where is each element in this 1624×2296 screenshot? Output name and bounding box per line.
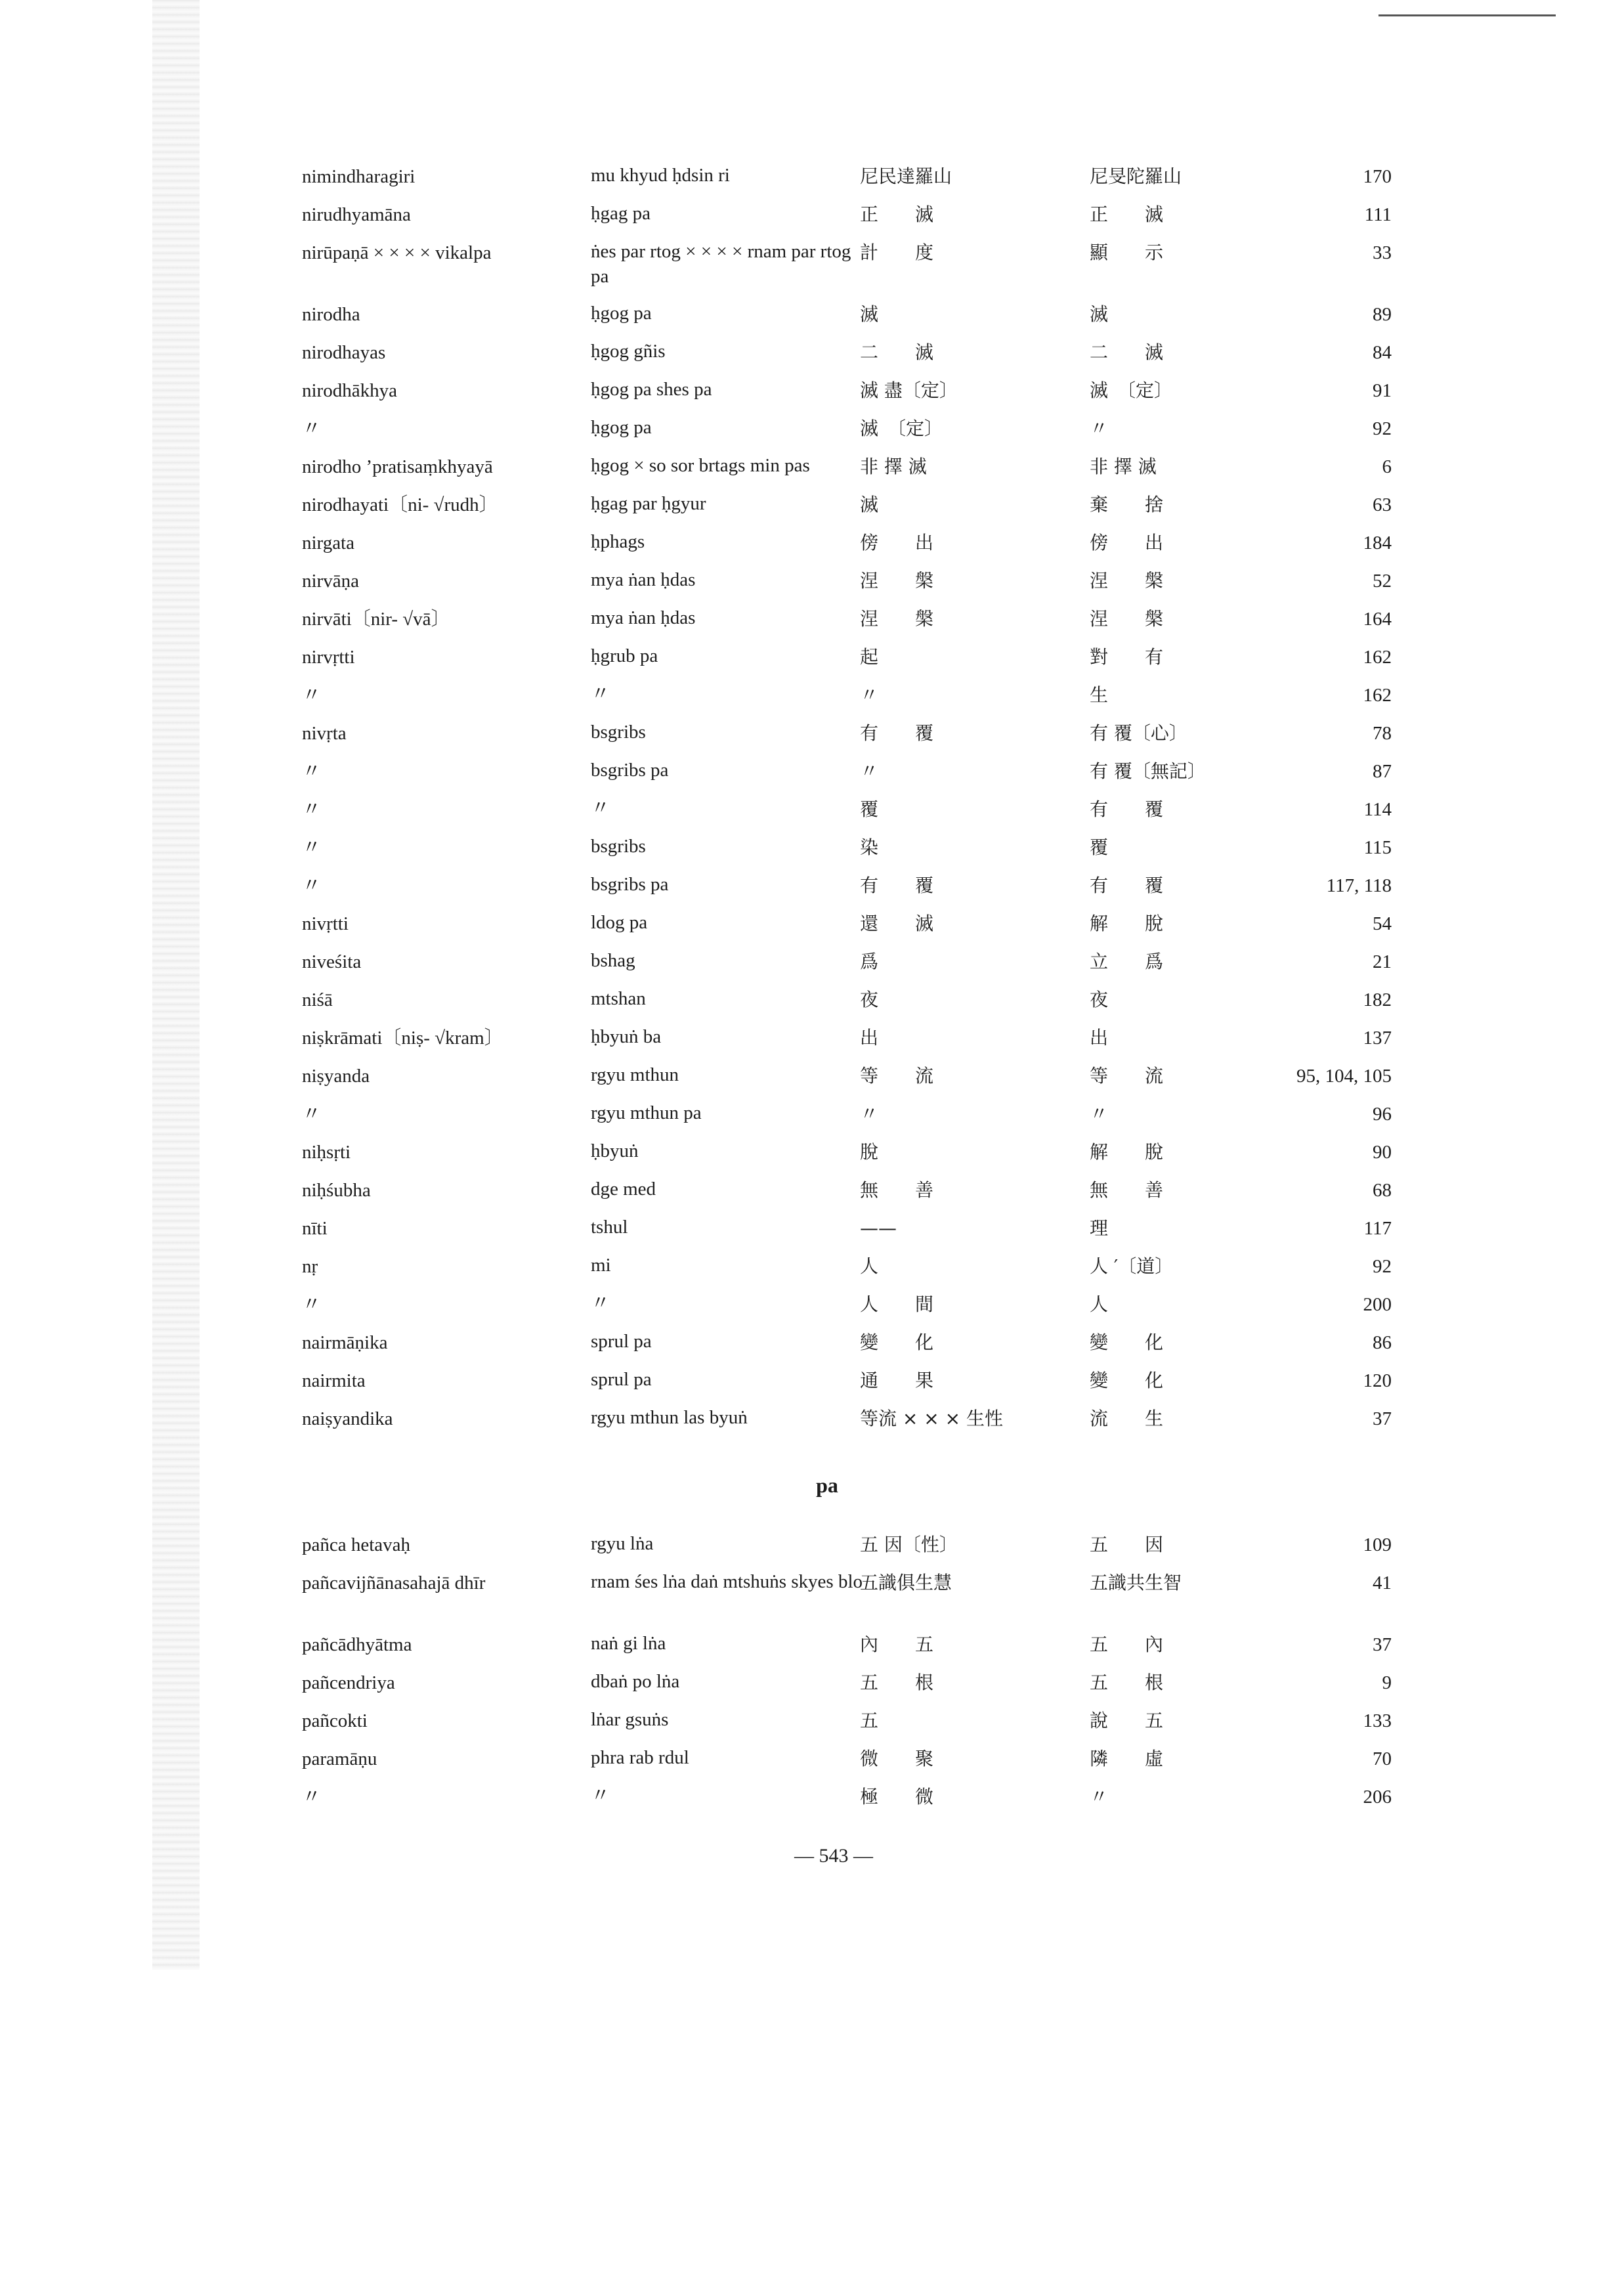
chinese-term-1: 滅 盡〔定〕 <box>860 379 958 401</box>
glossary-entry <box>0 1405 1624 1443</box>
glossary-entry <box>0 910 1624 948</box>
page-reference: 92 <box>1373 1256 1392 1277</box>
glossary-entry <box>0 163 1624 201</box>
chinese-term-2: 人 <box>1090 1293 1109 1315</box>
chinese-term-2: 有 覆〔心〕 <box>1090 722 1187 744</box>
page-reference: 86 <box>1373 1332 1392 1353</box>
chinese-term-1: 人 間 <box>860 1293 934 1315</box>
chinese-term-2: 尼旻陀羅山 <box>1090 165 1182 187</box>
chinese-term-1: 無 善 <box>860 1179 934 1201</box>
chinese-term-1: 極 微 <box>860 1786 934 1808</box>
chinese-term-1: 覆 <box>860 798 879 820</box>
chinese-term-1: 脫 <box>860 1141 879 1163</box>
tibetan-term: mya ṅan ḥdas <box>591 569 696 590</box>
chinese-term-1: 二 滅 <box>860 341 934 363</box>
tibetan-term: mtshan <box>591 988 646 1009</box>
sanskrit-term: 〃 <box>302 761 322 782</box>
glossary-entry <box>0 986 1624 1024</box>
page-reference: 170 <box>1363 166 1392 187</box>
sanskrit-term: pañca hetavaḥ <box>302 1534 411 1555</box>
chinese-term-1: 〃 <box>860 760 879 782</box>
chinese-term-2: 隣 虛 <box>1090 1748 1164 1769</box>
sanskrit-term: pañcādhyātma <box>302 1634 412 1655</box>
page-reference: 37 <box>1373 1634 1392 1655</box>
tibetan-term: 〃 <box>591 683 610 704</box>
tibetan-term: rgyu mthun pa <box>591 1102 702 1123</box>
chinese-term-1: 涅 槃 <box>860 570 934 592</box>
page-reference: 164 <box>1363 609 1392 630</box>
chinese-term-2: 正 滅 <box>1090 204 1164 225</box>
sanskrit-term: 〃 <box>302 837 322 858</box>
page-reference: 9 <box>1382 1672 1392 1693</box>
tibetan-term: ḥbyuṅ ba <box>591 1026 662 1047</box>
sanskrit-term: pañcokti <box>302 1710 368 1731</box>
glossary-entry <box>0 1215 1624 1253</box>
chinese-term-2: 等 流 <box>1090 1065 1164 1087</box>
sanskrit-term: nairmāṇika <box>302 1332 388 1353</box>
chinese-term-1: 微 聚 <box>860 1748 934 1769</box>
chinese-term-2: 五 因 <box>1090 1534 1164 1555</box>
chinese-term-2: 解 脫 <box>1090 913 1164 934</box>
chinese-term-2: 〃 <box>1090 1103 1109 1125</box>
glossary-entry <box>0 415 1624 453</box>
page-reference: 37 <box>1373 1408 1392 1429</box>
page-reference: 78 <box>1373 723 1392 744</box>
page-reference: 68 <box>1373 1180 1392 1201</box>
glossary-entry <box>0 453 1624 491</box>
page-reference: 87 <box>1373 761 1392 782</box>
glossary-entry <box>0 1669 1624 1707</box>
chinese-term-1: 夜 <box>860 989 879 1010</box>
chinese-term-2: 二 滅 <box>1090 341 1164 363</box>
tibetan-term: ḥgog pa <box>591 303 652 324</box>
tibetan-term: ḥgog pa shes pa <box>591 379 712 400</box>
glossary-entry <box>0 872 1624 910</box>
chinese-term-2: 夜 <box>1090 989 1109 1010</box>
chinese-term-1: 尼民達羅山 <box>860 165 952 187</box>
tibetan-term: ḥgrub pa <box>591 645 658 666</box>
glossary-entry <box>0 643 1624 682</box>
tibetan-term: mya ṅan ḥdas <box>591 607 696 628</box>
page-reference: 6 <box>1382 456 1392 477</box>
page-reference: 41 <box>1373 1572 1392 1593</box>
chinese-term-2: 出 <box>1090 1027 1109 1049</box>
chinese-term-2: 〃 <box>1090 418 1109 439</box>
chinese-term-1: 還 滅 <box>860 913 934 934</box>
sanskrit-term: nairmita <box>302 1370 366 1391</box>
chinese-term-2: 理 <box>1090 1217 1109 1239</box>
page-reference: 89 <box>1373 304 1392 325</box>
tibetan-term: dge med <box>591 1179 656 1200</box>
tibetan-term: bsgribs pa <box>591 760 669 781</box>
chinese-term-2: 對 有 <box>1090 646 1164 668</box>
page-reference: 95, 104, 105 <box>1296 1066 1392 1087</box>
chinese-term-2: 無 善 <box>1090 1179 1164 1201</box>
sanskrit-term: 〃 <box>302 799 322 820</box>
chinese-term-1: 滅 <box>860 303 879 325</box>
sanskrit-term: 〃 <box>302 1787 322 1808</box>
sanskrit-term: nirodha <box>302 304 360 325</box>
tibetan-term: ḥgog gñis <box>591 341 666 362</box>
chinese-term-2: 有 覆 <box>1090 798 1164 820</box>
sanskrit-term: nivṛtti <box>302 913 349 934</box>
tibetan-term: ḥbyuṅ <box>591 1140 639 1161</box>
chinese-term-1: 滅 〔定〕 <box>860 418 943 439</box>
chinese-term-2: 變 化 <box>1090 1370 1164 1391</box>
tibetan-term: 〃 <box>591 1293 610 1314</box>
sanskrit-term: 〃 <box>302 1294 322 1315</box>
page-reference: 133 <box>1363 1710 1392 1731</box>
chinese-term-1: 五 <box>860 1710 879 1731</box>
page-reference: 33 <box>1373 242 1392 263</box>
sanskrit-term: nīti <box>302 1218 328 1239</box>
glossary-entry <box>0 758 1624 796</box>
chinese-term-2: 說 五 <box>1090 1710 1164 1731</box>
page-reference: 117 <box>1363 1218 1392 1239</box>
chinese-term-2: 有 覆 <box>1090 875 1164 896</box>
chinese-term-2: 五 內 <box>1090 1634 1164 1655</box>
page-reference: 162 <box>1363 647 1392 668</box>
chinese-term-1: 〃 <box>860 1103 879 1125</box>
tibetan-term: lṅar gsuṅs <box>591 1709 669 1730</box>
page-reference: 21 <box>1373 951 1392 972</box>
chinese-term-2: 〃 <box>1090 1786 1109 1808</box>
glossary-entry <box>0 1569 1624 1635</box>
page-reference: 96 <box>1373 1104 1392 1125</box>
sanskrit-term: 〃 <box>302 875 322 896</box>
page-reference: 70 <box>1373 1748 1392 1769</box>
sanskrit-term: niṣkrāmati〔niṣ- √kram〕 <box>302 1028 503 1049</box>
glossary-entry <box>0 1100 1624 1138</box>
chinese-term-1: 〃 <box>860 684 879 706</box>
top-rule-line <box>1378 14 1556 16</box>
glossary-entry <box>0 948 1624 986</box>
glossary-entry <box>0 1631 1624 1669</box>
page-reference: 114 <box>1363 799 1392 820</box>
chinese-term-2: 有 覆〔無記〕 <box>1090 760 1206 782</box>
glossary-entry <box>0 339 1624 377</box>
glossary-entry <box>0 796 1624 834</box>
tibetan-term: rnam śes lṅa daṅ mtshuṅs skyes blo <box>591 1571 863 1592</box>
chinese-term-2: 顯 示 <box>1090 242 1164 263</box>
tibetan-term: sprul pa <box>591 1331 652 1352</box>
sanskrit-term: niśā <box>302 989 333 1010</box>
tibetan-term: ḥgag par ḥgyur <box>591 493 706 514</box>
chinese-term-1: 等流 × × × 生性 <box>860 1408 1003 1429</box>
tibetan-term: ḥgog pa <box>591 417 652 438</box>
chinese-term-1: 涅 槃 <box>860 608 934 630</box>
tibetan-term: naṅ gi lṅa <box>591 1633 666 1654</box>
sanskrit-term: nirodhayati〔ni- √rudh〕 <box>302 494 498 515</box>
chinese-term-2: 生 <box>1090 684 1109 706</box>
chinese-term-1: 計 度 <box>860 242 934 263</box>
sanskrit-term: 〃 <box>302 1104 322 1125</box>
glossary-entry <box>0 1062 1624 1100</box>
chinese-term-2: 滅 〔定〕 <box>1090 379 1173 401</box>
glossary-entry <box>0 834 1624 872</box>
chinese-term-1: 染 <box>860 836 879 858</box>
sanskrit-term: nirodhayas <box>302 342 386 363</box>
page-reference: 84 <box>1373 342 1392 363</box>
page-reference: 120 <box>1363 1370 1392 1391</box>
tibetan-term: tshul <box>591 1217 628 1238</box>
chinese-term-2: 五 根 <box>1090 1672 1164 1693</box>
chinese-term-1: 通 果 <box>860 1370 934 1391</box>
chinese-term-2: 人 ′〔道〕 <box>1090 1255 1174 1277</box>
chinese-term-2: 滅 <box>1090 303 1109 325</box>
page-reference: 200 <box>1363 1294 1392 1315</box>
glossary-entry <box>0 1531 1624 1569</box>
chinese-term-1: 滅 <box>860 494 879 515</box>
chinese-term-1: 五識俱生慧 <box>860 1572 952 1593</box>
tibetan-term: 〃 <box>591 798 610 819</box>
sanskrit-term: nirvāti〔nir- √vā〕 <box>302 609 450 630</box>
glossary-entry <box>0 1177 1624 1215</box>
sanskrit-term: pañcavijñānasahajā dhīr <box>302 1572 486 1593</box>
tibetan-term: bsgribs <box>591 836 646 857</box>
chinese-term-1: 等 流 <box>860 1065 934 1087</box>
page-reference: 54 <box>1373 913 1392 934</box>
chinese-term-1: 正 滅 <box>860 204 934 225</box>
glossary-entry <box>0 1783 1624 1821</box>
sanskrit-term: paramāṇu <box>302 1748 377 1769</box>
sanskrit-term: niḥsṛti <box>302 1142 351 1163</box>
sanskrit-term: nirūpaṇā × × × × vikalpa <box>302 242 492 263</box>
chinese-term-1: 內 五 <box>860 1634 934 1655</box>
page-reference: 111 <box>1364 204 1392 225</box>
chinese-term-1: 五 根 <box>860 1672 934 1693</box>
chinese-term-2: 解 脫 <box>1090 1141 1164 1163</box>
tibetan-term: bsgribs pa <box>591 874 669 895</box>
tibetan-term: dbaṅ po lṅa <box>591 1671 680 1692</box>
page-reference: 90 <box>1373 1142 1392 1163</box>
sanskrit-term: naiṣyandika <box>302 1408 393 1429</box>
chinese-term-2: 非 擇 滅 <box>1090 456 1157 477</box>
sanskrit-term: nimindharagiri <box>302 166 416 187</box>
tibetan-term: bshag <box>591 950 635 971</box>
sanskrit-term: nivṛta <box>302 723 347 744</box>
sanskrit-term: niveśita <box>302 951 362 972</box>
chinese-term-2: 涅 槃 <box>1090 570 1164 592</box>
tibetan-term: ṅes par rtog × × × × rnam par rtog pa <box>591 241 851 287</box>
glossary-entry <box>0 377 1624 415</box>
page-reference: 115 <box>1363 837 1392 858</box>
glossary-entry <box>0 1253 1624 1291</box>
chinese-term-2: 變 化 <box>1090 1332 1164 1353</box>
tibetan-term: rgyu mthun las byuṅ <box>591 1407 748 1428</box>
chinese-term-1: 爲 <box>860 951 879 972</box>
glossary-entry <box>0 239 1624 305</box>
chinese-term-1: 出 <box>860 1027 879 1049</box>
sanskrit-term: nirudhyamāna <box>302 204 411 225</box>
chinese-term-2: 五識共生智 <box>1090 1572 1182 1593</box>
chinese-term-2: 流 生 <box>1090 1408 1164 1429</box>
chinese-term-1: 人 <box>860 1255 879 1277</box>
sanskrit-term: nirvṛtti <box>302 647 355 668</box>
chinese-term-1: —— <box>860 1217 897 1239</box>
chinese-term-2: 棄 捨 <box>1090 494 1164 515</box>
page-reference: 91 <box>1373 380 1392 401</box>
page-number: — 543 — <box>794 1845 873 1867</box>
chinese-term-2: 立 爲 <box>1090 951 1164 972</box>
page-reference: 162 <box>1363 685 1392 706</box>
glossary-entry <box>0 605 1624 643</box>
sanskrit-term: nirvāṇa <box>302 571 359 592</box>
glossary-entry <box>0 1745 1624 1783</box>
tibetan-term: bsgribs <box>591 722 646 743</box>
page-reference: 182 <box>1363 989 1392 1010</box>
glossary-entry <box>0 1291 1624 1329</box>
page-reference: 184 <box>1363 532 1392 553</box>
tibetan-term: mu khyud ḥdsin ri <box>591 165 730 186</box>
page-reference: 137 <box>1363 1028 1392 1049</box>
glossary-entry <box>0 1329 1624 1367</box>
chinese-term-1: 五 因〔性〕 <box>860 1534 958 1555</box>
sanskrit-term: niṣyanda <box>302 1066 370 1087</box>
sanskrit-term: 〃 <box>302 418 322 439</box>
glossary-entry <box>0 1024 1624 1062</box>
tibetan-term: 〃 <box>591 1785 610 1806</box>
page-reference: 63 <box>1373 494 1392 515</box>
tibetan-term: sprul pa <box>591 1369 652 1390</box>
chinese-term-1: 起 <box>860 646 879 668</box>
chinese-term-1: 變 化 <box>860 1332 934 1353</box>
chinese-term-1: 傍 出 <box>860 532 934 553</box>
glossary-entry <box>0 720 1624 758</box>
sanskrit-term: nirgata <box>302 532 354 553</box>
glossary-entry <box>0 1138 1624 1177</box>
sanskrit-term: nirodho ʼpratisaṃkhyayā <box>302 456 493 477</box>
tibetan-term: ḥgog × so sor brtags min pas <box>591 455 810 476</box>
glossary-entry <box>0 301 1624 339</box>
glossary-entry <box>0 567 1624 605</box>
glossary-entry <box>0 201 1624 239</box>
glossary-entry <box>0 491 1624 529</box>
chinese-term-2: 覆 <box>1090 836 1109 858</box>
chinese-term-1: 有 覆 <box>860 875 934 896</box>
chinese-term-1: 非 擇 滅 <box>860 456 927 477</box>
glossary-entry <box>0 1707 1624 1745</box>
page-reference: 206 <box>1363 1787 1392 1808</box>
glossary-entry <box>0 682 1624 720</box>
tibetan-term: mi <box>591 1255 611 1276</box>
sanskrit-term: nirodhākhya <box>302 380 397 401</box>
sanskrit-term: niḥśubha <box>302 1180 371 1201</box>
page-reference: 92 <box>1373 418 1392 439</box>
chinese-term-2: 涅 槃 <box>1090 608 1164 630</box>
page-reference: 117, 118 <box>1326 875 1392 896</box>
section-heading: pa <box>816 1473 838 1497</box>
chinese-term-2: 傍 出 <box>1090 532 1164 553</box>
tibetan-term: ldog pa <box>591 912 648 933</box>
page-reference: 109 <box>1363 1534 1392 1555</box>
tibetan-term: ḥphags <box>591 531 645 552</box>
page-reference: 52 <box>1373 571 1392 592</box>
tibetan-term: rgyu lṅa <box>591 1533 654 1554</box>
sanskrit-term: pañcendriya <box>302 1672 395 1693</box>
chinese-term-1: 有 覆 <box>860 722 934 744</box>
tibetan-term: rgyu mthun <box>591 1064 679 1085</box>
glossary-entry <box>0 1367 1624 1405</box>
sanskrit-term: 〃 <box>302 685 322 706</box>
tibetan-term: phra rab rdul <box>591 1747 689 1768</box>
glossary-entry <box>0 529 1624 567</box>
sanskrit-term: nṛ <box>302 1256 318 1277</box>
tibetan-term: ḥgag pa <box>591 203 651 224</box>
